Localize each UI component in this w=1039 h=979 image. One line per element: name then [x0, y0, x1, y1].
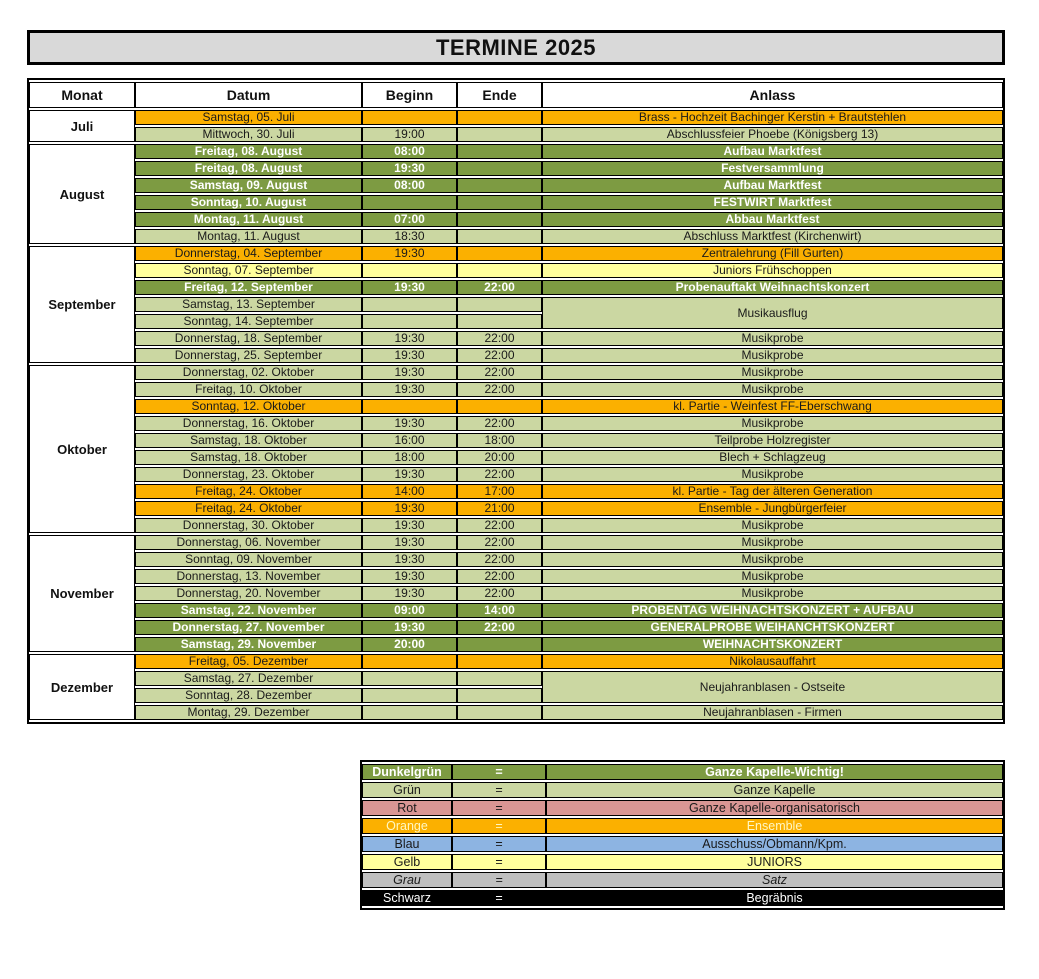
- end-cell: 22:00: [457, 467, 542, 482]
- event-cell: Zentralehrung (Fill Gurten): [542, 246, 1003, 261]
- header-row: [29, 82, 1003, 108]
- end-cell: [457, 110, 542, 125]
- legend-color-name-cell: Grau: [362, 872, 452, 888]
- end-cell: [457, 263, 542, 278]
- end-cell: [457, 297, 542, 312]
- date-cell: Donnerstag, 18. September: [135, 331, 362, 346]
- begin-cell: 19:30: [362, 620, 457, 635]
- begin-cell: 19:30: [362, 382, 457, 397]
- date-cell: Donnerstag, 23. Oktober: [135, 467, 362, 482]
- event-row: [29, 586, 1003, 601]
- date-cell: Freitag, 12. September: [135, 280, 362, 295]
- date-cell: Sonntag, 09. November: [135, 552, 362, 567]
- legend-row: [362, 872, 1003, 888]
- date-cell: Sonntag, 10. August: [135, 195, 362, 210]
- column-header-beginn: Beginn: [362, 82, 457, 108]
- date-cell: Freitag, 24. Oktober: [135, 501, 362, 516]
- date-cell: Donnerstag, 02. Oktober: [135, 365, 362, 380]
- date-cell: Freitag, 10. Oktober: [135, 382, 362, 397]
- date-cell: Freitag, 08. August: [135, 144, 362, 159]
- event-row: [29, 348, 1003, 363]
- event-cell: Musikprobe: [542, 416, 1003, 431]
- end-cell: 17:00: [457, 484, 542, 499]
- date-cell: Donnerstag, 27. November: [135, 620, 362, 635]
- legend-equals-cell: =: [452, 872, 546, 888]
- begin-cell: [362, 110, 457, 125]
- begin-cell: 19:30: [362, 416, 457, 431]
- begin-cell: 08:00: [362, 178, 457, 193]
- legend-equals-cell: =: [452, 764, 546, 780]
- begin-cell: 19:30: [362, 552, 457, 567]
- legend-row: [362, 782, 1003, 798]
- legend-description-cell: Ganze Kapelle-organisatorisch: [546, 800, 1003, 816]
- begin-cell: 19:30: [362, 365, 457, 380]
- event-row: [29, 501, 1003, 516]
- begin-cell: 08:00: [362, 144, 457, 159]
- end-cell: [457, 246, 542, 261]
- begin-cell: 19:30: [362, 161, 457, 176]
- date-cell: Montag, 11. August: [135, 229, 362, 244]
- event-cell: Musikprobe: [542, 535, 1003, 550]
- end-cell: [457, 705, 542, 720]
- legend-color-name-cell: Gelb: [362, 854, 452, 870]
- date-cell: Sonntag, 28. Dezember: [135, 688, 362, 703]
- end-cell: [457, 144, 542, 159]
- end-cell: [457, 399, 542, 414]
- event-cell: Abschlussfeier Phoebe (Königsberg 13): [542, 127, 1003, 142]
- event-cell: Neujahranblasen - Ostseite: [542, 671, 1003, 703]
- end-cell: [457, 654, 542, 669]
- event-row: [29, 399, 1003, 414]
- end-cell: [457, 637, 542, 652]
- legend-equals-cell: =: [452, 800, 546, 816]
- event-cell: Abschluss Marktfest (Kirchenwirt): [542, 229, 1003, 244]
- event-cell: Musikprobe: [542, 569, 1003, 584]
- end-cell: [457, 229, 542, 244]
- begin-cell: 19:00: [362, 127, 457, 142]
- begin-cell: [362, 654, 457, 669]
- event-cell: FESTWIRT Marktfest: [542, 195, 1003, 210]
- date-cell: Samstag, 18. Oktober: [135, 450, 362, 465]
- begin-cell: 19:30: [362, 518, 457, 533]
- begin-cell: 19:30: [362, 535, 457, 550]
- begin-cell: [362, 195, 457, 210]
- date-cell: Mittwoch, 30. Juli: [135, 127, 362, 142]
- page-title-text: TERMINE 2025: [435, 34, 597, 60]
- end-cell: [457, 314, 542, 329]
- begin-cell: 19:30: [362, 569, 457, 584]
- date-cell: Samstag, 29. November: [135, 637, 362, 652]
- event-cell: Neujahranblasen - Firmen: [542, 705, 1003, 720]
- event-cell: Musikprobe: [542, 365, 1003, 380]
- begin-cell: 16:00: [362, 433, 457, 448]
- begin-cell: 20:00: [362, 637, 457, 652]
- event-cell: GENERALPROBE WEIHANCHTSKONZERT: [542, 620, 1003, 635]
- event-cell: Musikprobe: [542, 518, 1003, 533]
- legend-color-name-cell: Rot: [362, 800, 452, 816]
- end-cell: [457, 688, 542, 703]
- legend-description-cell: Ensemble: [546, 818, 1003, 834]
- event-cell: PROBENTAG WEIHNACHTSKONZERT + AUFBAU: [542, 603, 1003, 618]
- legend-color-name-cell: Orange: [362, 818, 452, 834]
- end-cell: 21:00: [457, 501, 542, 516]
- legend-color-name-cell: Dunkelgrün: [362, 764, 452, 780]
- event-cell: Ensemble - Jungbürgerfeier: [542, 501, 1003, 516]
- event-row: [29, 654, 1003, 669]
- event-row: [29, 144, 1003, 159]
- begin-cell: 19:30: [362, 246, 457, 261]
- event-row: [29, 246, 1003, 261]
- month-cell-august: August: [29, 144, 135, 244]
- date-cell: Samstag, 13. September: [135, 297, 362, 312]
- legend-description-cell: JUNIORS: [546, 854, 1003, 870]
- event-row: [29, 127, 1003, 142]
- event-row: [29, 603, 1003, 618]
- legend-row: [362, 890, 1003, 906]
- end-cell: [457, 212, 542, 227]
- date-cell: Samstag, 09. August: [135, 178, 362, 193]
- legend-row: [362, 764, 1003, 780]
- event-cell: Aufbau Marktfest: [542, 178, 1003, 193]
- event-row: [29, 382, 1003, 397]
- event-row: [29, 280, 1003, 295]
- begin-cell: 19:30: [362, 280, 457, 295]
- month-cell-september: September: [29, 246, 135, 363]
- date-cell: Donnerstag, 13. November: [135, 569, 362, 584]
- event-row: [29, 110, 1003, 125]
- column-header-monat: Monat: [29, 82, 135, 108]
- column-header-datum: Datum: [135, 82, 362, 108]
- month-cell-november: November: [29, 535, 135, 652]
- event-cell: WEIHNACHTSKONZERT: [542, 637, 1003, 652]
- begin-cell: 09:00: [362, 603, 457, 618]
- event-cell: Festversammlung: [542, 161, 1003, 176]
- date-cell: Samstag, 22. November: [135, 603, 362, 618]
- begin-cell: 19:30: [362, 467, 457, 482]
- event-row: [29, 212, 1003, 227]
- end-cell: 14:00: [457, 603, 542, 618]
- event-row: [29, 518, 1003, 533]
- month-cell-dezember: Dezember: [29, 654, 135, 720]
- legend-equals-cell: =: [452, 890, 546, 906]
- begin-cell: [362, 263, 457, 278]
- legend-row: [362, 836, 1003, 852]
- event-cell: Musikprobe: [542, 586, 1003, 601]
- event-cell: Juniors Frühschoppen: [542, 263, 1003, 278]
- legend-row: [362, 818, 1003, 834]
- legend-description-cell: Begräbnis: [546, 890, 1003, 906]
- legend-table: [360, 760, 1005, 910]
- end-cell: 20:00: [457, 450, 542, 465]
- event-cell: Musikprobe: [542, 348, 1003, 363]
- date-cell: Donnerstag, 04. September: [135, 246, 362, 261]
- event-row: [29, 297, 1003, 312]
- end-cell: 22:00: [457, 569, 542, 584]
- event-row: [29, 569, 1003, 584]
- column-header-anlass: Anlass: [542, 82, 1003, 108]
- legend-equals-cell: =: [452, 854, 546, 870]
- legend-color-name-cell: Grün: [362, 782, 452, 798]
- event-cell: Abbau Marktfest: [542, 212, 1003, 227]
- month-cell-oktober: Oktober: [29, 365, 135, 533]
- event-cell: kl. Partie - Weinfest FF-Eberschwang: [542, 399, 1003, 414]
- event-row: [29, 637, 1003, 652]
- event-cell: Brass - Hochzeit Bachinger Kerstin + Brautstehlen: [542, 110, 1003, 125]
- schedule-table: [27, 78, 1005, 724]
- end-cell: 22:00: [457, 348, 542, 363]
- end-cell: 22:00: [457, 518, 542, 533]
- page-title: [27, 30, 1005, 65]
- event-row: [29, 535, 1003, 550]
- begin-cell: 19:30: [362, 331, 457, 346]
- begin-cell: [362, 399, 457, 414]
- end-cell: [457, 127, 542, 142]
- event-cell: kl. Partie - Tag der älteren Generation: [542, 484, 1003, 499]
- event-row: [29, 484, 1003, 499]
- date-cell: Donnerstag, 06. November: [135, 535, 362, 550]
- end-cell: [457, 671, 542, 686]
- date-cell: Montag, 29. Dezember: [135, 705, 362, 720]
- end-cell: 22:00: [457, 552, 542, 567]
- date-cell: Samstag, 18. Oktober: [135, 433, 362, 448]
- date-cell: Donnerstag, 16. Oktober: [135, 416, 362, 431]
- end-cell: 22:00: [457, 365, 542, 380]
- event-cell: Musikausflug: [542, 297, 1003, 329]
- event-row: [29, 195, 1003, 210]
- event-row: [29, 178, 1003, 193]
- event-row: [29, 671, 1003, 686]
- event-cell: Nikolausauffahrt: [542, 654, 1003, 669]
- end-cell: 22:00: [457, 382, 542, 397]
- begin-cell: 07:00: [362, 212, 457, 227]
- legend-equals-cell: =: [452, 818, 546, 834]
- legend-equals-cell: =: [452, 836, 546, 852]
- legend-description-cell: Ausschuss/Obmann/Kpm.: [546, 836, 1003, 852]
- date-cell: Montag, 11. August: [135, 212, 362, 227]
- event-row: [29, 433, 1003, 448]
- begin-cell: 19:30: [362, 348, 457, 363]
- event-cell: Musikprobe: [542, 382, 1003, 397]
- legend-description-cell: Ganze Kapelle-Wichtig!: [546, 764, 1003, 780]
- event-row: [29, 161, 1003, 176]
- begin-cell: 19:30: [362, 501, 457, 516]
- column-header-ende: Ende: [457, 82, 542, 108]
- date-cell: Samstag, 05. Juli: [135, 110, 362, 125]
- date-cell: Sonntag, 07. September: [135, 263, 362, 278]
- date-cell: Sonntag, 12. Oktober: [135, 399, 362, 414]
- event-row: [29, 620, 1003, 635]
- date-cell: Freitag, 08. August: [135, 161, 362, 176]
- event-cell: Musikprobe: [542, 331, 1003, 346]
- legend-description-cell: Ganze Kapelle: [546, 782, 1003, 798]
- event-row: [29, 229, 1003, 244]
- event-row: [29, 263, 1003, 278]
- event-row: [29, 450, 1003, 465]
- event-row: [29, 416, 1003, 431]
- legend-color-name-cell: Schwarz: [362, 890, 452, 906]
- date-cell: Donnerstag, 20. November: [135, 586, 362, 601]
- event-row: [29, 552, 1003, 567]
- legend-color-name-cell: Blau: [362, 836, 452, 852]
- date-cell: Freitag, 24. Oktober: [135, 484, 362, 499]
- event-cell: Teilprobe Holzregister: [542, 433, 1003, 448]
- end-cell: [457, 195, 542, 210]
- date-cell: Samstag, 27. Dezember: [135, 671, 362, 686]
- end-cell: 22:00: [457, 535, 542, 550]
- event-cell: Aufbau Marktfest: [542, 144, 1003, 159]
- begin-cell: [362, 671, 457, 686]
- end-cell: 22:00: [457, 416, 542, 431]
- event-cell: Musikprobe: [542, 552, 1003, 567]
- event-cell: Musikprobe: [542, 467, 1003, 482]
- date-cell: Donnerstag, 30. Oktober: [135, 518, 362, 533]
- end-cell: 22:00: [457, 586, 542, 601]
- legend-description-cell: Satz: [546, 872, 1003, 888]
- date-cell: Donnerstag, 25. September: [135, 348, 362, 363]
- end-cell: 22:00: [457, 620, 542, 635]
- begin-cell: 14:00: [362, 484, 457, 499]
- event-row: [29, 365, 1003, 380]
- legend-equals-cell: =: [452, 782, 546, 798]
- begin-cell: [362, 688, 457, 703]
- begin-cell: [362, 705, 457, 720]
- event-row: [29, 467, 1003, 482]
- begin-cell: 18:00: [362, 450, 457, 465]
- legend-row: [362, 854, 1003, 870]
- event-cell: Probenauftakt Weihnachtskonzert: [542, 280, 1003, 295]
- begin-cell: 18:30: [362, 229, 457, 244]
- end-cell: 18:00: [457, 433, 542, 448]
- legend-row: [362, 800, 1003, 816]
- month-cell-juli: Juli: [29, 110, 135, 142]
- begin-cell: 19:30: [362, 586, 457, 601]
- date-cell: Sonntag, 14. September: [135, 314, 362, 329]
- end-cell: 22:00: [457, 280, 542, 295]
- event-cell: Blech + Schlagzeug: [542, 450, 1003, 465]
- begin-cell: [362, 297, 457, 312]
- date-cell: Freitag, 05. Dezember: [135, 654, 362, 669]
- end-cell: 22:00: [457, 331, 542, 346]
- event-row: [29, 705, 1003, 720]
- begin-cell: [362, 314, 457, 329]
- end-cell: [457, 161, 542, 176]
- end-cell: [457, 178, 542, 193]
- event-row: [29, 331, 1003, 346]
